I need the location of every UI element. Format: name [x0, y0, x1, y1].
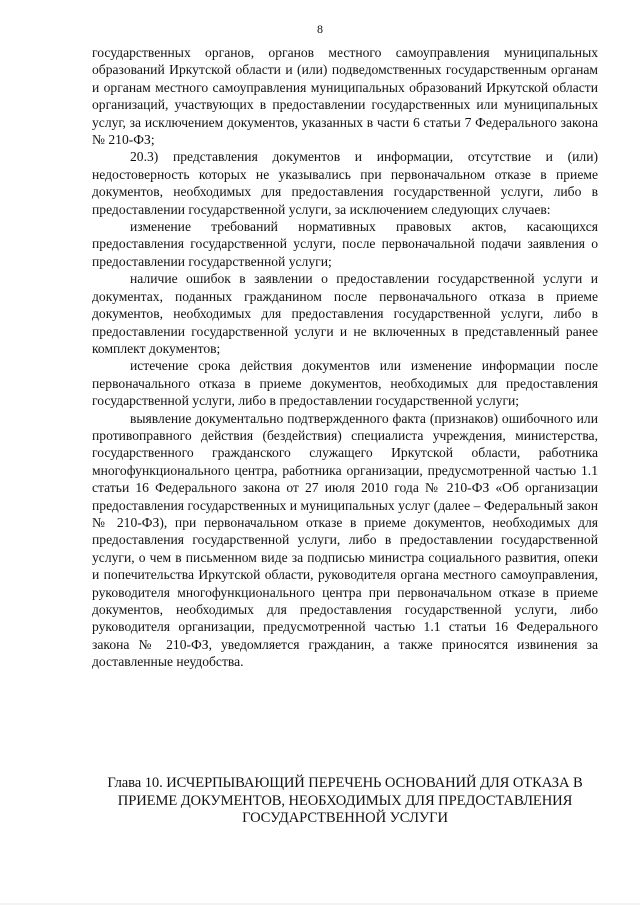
paragraph-errors-in-application: наличие ошибок в заявлении о предоставлении государственной услуги и документах, поданных гражданином после первоначального отказа в приеме документов, необходимых для предоставления государственной услуги, либо в предоставлении государственной услуги и не включенных в представленный ранее комплект документов; [92, 271, 598, 356]
paragraph-requirements-change: изменение требований нормативных правовых актов, касающихся предоставления государственной услуги, после первоначальной подачи заявления о предоставлении государственной услуги; [92, 219, 598, 269]
paragraph-erroneous-action: выявление документально подтвержденного факта (признаков) ошибочного или противоправного действия (бездействия) специалиста учреждения, министерства, государственного гражданского служащего Иркутской области, работника многофункционального центра, работника организации, предусмотренной частью 1.1 статьи 16 Федерального закона от 27 июля 2010 года № 210-ФЗ «Об организации предоставления государственных и муниципальных услуг (далее – Федеральный закон № 210-ФЗ), при первоначальном отказе в приеме документов, необходимых для предоставления государственной услуги, либо в предоставлении государственной услуги, о чем в письменном виде за подписью министра социального развития, опеки и попечительства Иркутской области, руководителя органа местного самоуправления, руководителя многофункционального центра при первоначальном отказе в приеме документов, необходимых для предоставления государственной услуги, либо руководителя организации, предусмотренной частью 1.1 статьи 16 Федерального закона № 210-ФЗ, уведомляется гражданин, а также приносятся извинения за доставленные неудобства. [92, 410, 598, 670]
paragraph-document-expiry: истечение срока действия документов или изменение информации после первоначального отказа в приеме документов, необходимых для предоставления государственной услуги, либо в предоставлении государственной услуги; [92, 358, 598, 409]
chapter-heading-line-3: ГОСУДАРСТВЕННОЙ УСЛУГИ [242, 810, 448, 827]
paragraph-continuation: государственных органов, органов местного самоуправления муниципальных образований Иркутской области и (или) подведомственных государственным органам и органам местного самоуправления муниципальных образований Иркутской области организаций, участвующих в предоставлении государственных или муниципальных услуг, за исключением документов, указанных в части 6 статьи 7 Федерального закона № 210-ФЗ; [92, 45, 598, 148]
chapter-heading-line-2: ПРИЕМЕ ДОКУМЕНТОВ, НЕОБХОДИМЫХ ДЛЯ ПРЕДОСТАВЛЕНИЯ [117, 792, 573, 809]
chapter-heading-line-1: Глава 10. ИСЧЕРПЫВАЮЩИЙ ПЕРЕЧЕНЬ ОСНОВАНИЙ ДЛЯ ОТКАЗА В [107, 775, 583, 791]
document-body [92, 44, 598, 671]
paragraph-item-20-3: 20.3) представления документов и информации, отсутствие и (или) недостоверность которых не указывались при первоначальном отказе в приеме документов, необходимых для предоставления государственной услуги, либо в предоставлении государственной услуги, за исключением следующих случаев: [92, 149, 598, 217]
chapter-heading [92, 775, 598, 828]
page-number: 8 [317, 22, 323, 36]
